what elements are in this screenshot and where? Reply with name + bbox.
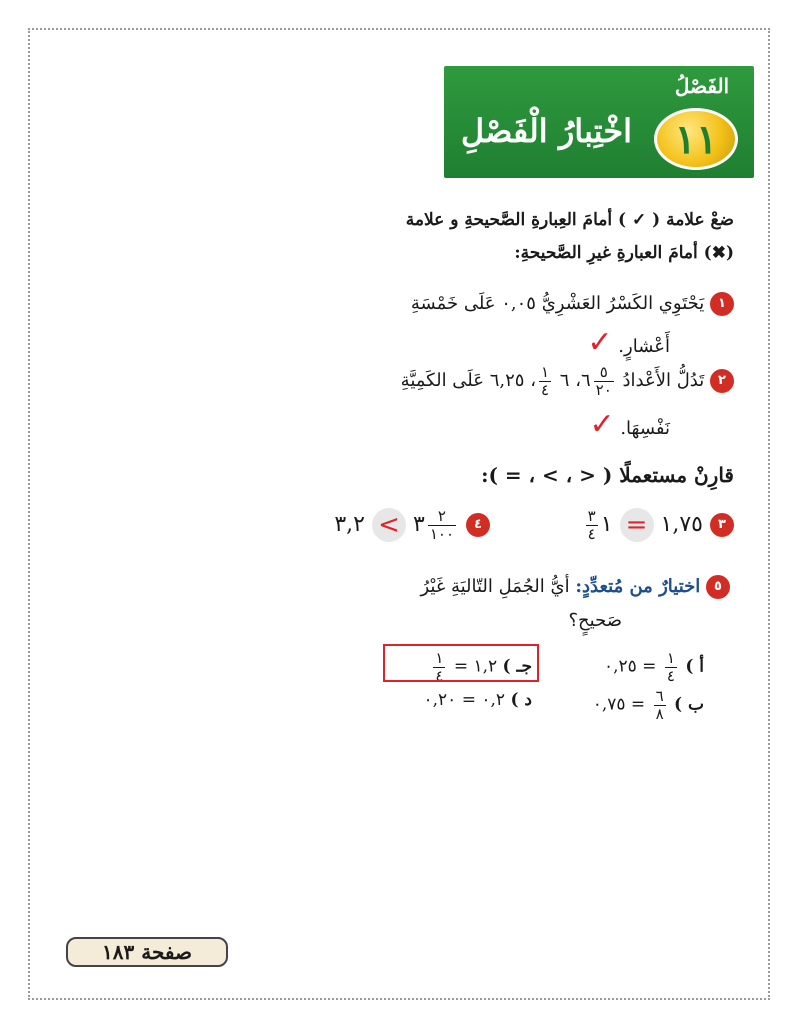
- instructions-line-2: (✖) أمامَ العبارةِ غيرِ الصَّحيحةِ:: [514, 243, 734, 263]
- fraction: $\frac{٦}{٨}$: [655, 687, 664, 723]
- fraction: $\frac{٢}{١٠٠}$: [429, 507, 454, 543]
- question-number-2: ٢: [710, 369, 734, 393]
- question-5: [420, 575, 730, 599]
- question-5-text: أيُّ الجُمَلِ التّاليَةِ غَيْرُ: [420, 576, 570, 597]
- question-3-left: ١,٧٥: [660, 512, 703, 537]
- page-number-badge: صفحة ١٨٣: [66, 937, 228, 967]
- question-4: [334, 508, 490, 542]
- option-a-letter: أ ): [685, 656, 704, 677]
- option-a: [604, 650, 704, 684]
- question-2: [401, 364, 734, 398]
- chapter-test-title: اخْتِبارُ الْفَصْلِ: [460, 112, 632, 150]
- compare-heading: قارِنْ مستعملًا ( < ، > ، = ):: [481, 463, 734, 487]
- option-b-text: = ٠,٧٥: [592, 694, 646, 715]
- fraction: $\frac{١}{٤}$: [435, 649, 444, 685]
- check-mark-icon: ✓: [587, 325, 613, 360]
- question-1-line-2: [587, 325, 670, 360]
- fraction: $\frac{٣}{٤}$: [587, 507, 596, 543]
- question-1-text-2: أَعْشارٍ.: [618, 336, 670, 357]
- chapter-number-badge: ١١: [654, 108, 738, 170]
- question-2-suffix: ، ٦,٢٥ عَلَى الكَمِيَّةِ: [400, 370, 536, 391]
- question-2-line-2: [589, 407, 670, 442]
- option-d-letter: د ): [510, 690, 532, 710]
- chapter-label: الفَصْلُ: [674, 74, 730, 98]
- option-d-text: ٠,٢ = ٠,٢٠: [423, 690, 506, 710]
- option-a-text: = ٠,٢٥: [603, 656, 657, 677]
- instructions-line-1: ضعْ علامة ( ✓ ) أمامَ العِبارةِ الصَّحيحةِ و علامة: [405, 210, 734, 230]
- selected-answer-box: [383, 644, 539, 685]
- question-number-3: ٣: [710, 513, 734, 537]
- question-1: [411, 292, 734, 316]
- option-d: [424, 690, 532, 710]
- check-mark-icon: ✓: [589, 407, 615, 442]
- question-4-right: ٣,٢: [334, 512, 365, 537]
- option-c-letter: جـ ): [502, 656, 532, 677]
- question-3: [583, 508, 734, 542]
- comparison-symbol: =: [620, 508, 654, 542]
- question-number-1: ١: [710, 292, 734, 316]
- multiple-choice-label: اختيارٌ من مُتعدِّدٍ:: [575, 576, 701, 597]
- option-b-letter: ب ): [674, 694, 704, 715]
- question-number-5: ٥: [706, 575, 730, 599]
- question-2-text-2: نَفْسِهَا.: [620, 418, 670, 439]
- question-3-whole: ١: [600, 512, 613, 537]
- fraction: $\frac{١}{٤}$: [541, 363, 550, 399]
- option-c-text: ١,٢ =: [453, 656, 498, 677]
- fraction: $\frac{٥}{٢٠}$: [595, 363, 612, 399]
- question-2-sep: ٦، ٦: [559, 370, 591, 391]
- comparison-symbol: >: [372, 508, 406, 542]
- question-4-whole: ٣: [413, 512, 425, 537]
- fraction: $\frac{١}{٤}$: [666, 649, 675, 685]
- question-5-line-2: صَحيحٍ؟: [568, 610, 622, 631]
- question-number-4: ٤: [466, 513, 490, 537]
- option-b: [593, 688, 704, 722]
- question-2-prefix: تَدُلُّ الأَعْدادُ: [622, 370, 705, 391]
- question-1-text: يَحْتَوِي الكَسْرُ العَشْرِيُّ ٠,٠٥ عَلَى خَمْسَةِ: [410, 293, 705, 314]
